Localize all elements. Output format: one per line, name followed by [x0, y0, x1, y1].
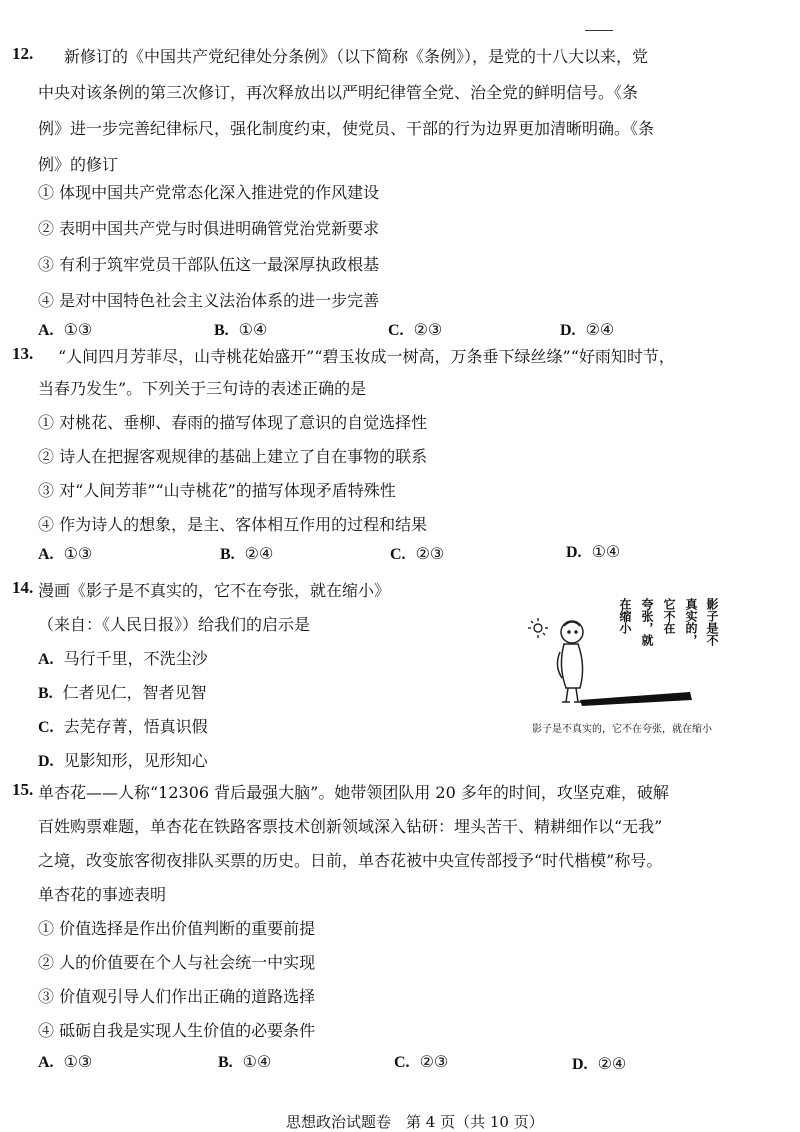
stem-line: 新修订的《中国共产党纪律处分条例》（以下简称《条例》），是党的十八大以来，党	[64, 47, 649, 66]
choice-b: B. ②④	[220, 544, 274, 563]
cartoon-text-col: 真实的，	[684, 598, 698, 646]
statement-2: ② 人的价值要在个人与社会统一中实现	[38, 953, 316, 972]
statement-4: ④ 是对中国特色社会主义法治体系的进一步完善	[38, 291, 380, 310]
choice-c: C. ②③	[394, 1052, 449, 1071]
statement-4: ④ 作为诗人的想象，是主、客体相互作用的过程和结果	[38, 515, 428, 534]
cartoon-text-col: 影子是不	[705, 598, 719, 646]
statement-4: ④ 砥砺自我是实现人生价值的必要条件	[38, 1021, 316, 1040]
stem-line: （来自：《人民日报》）给我们的启示是	[38, 615, 311, 634]
choice-d: D. ①④	[566, 542, 621, 561]
choice-c: C. ②③	[388, 320, 443, 339]
choice-a: A. 马行千里，不洗尘沙	[38, 649, 208, 668]
stem-line: 当春乃发生”。下列关于三句诗的表述正确的是	[38, 379, 367, 398]
shadow-shape	[580, 692, 692, 706]
stem-line: 之境，改变旅客彻夜排队买票的历史。日前，单杏花被中央宣传部授予“时代楷模”称号。	[38, 851, 663, 870]
choice-b: B. ①④	[218, 1052, 272, 1071]
page-footer: 思想政治试题卷 第 4 页（共 10 页）	[286, 1113, 544, 1131]
question-number: 12.	[12, 44, 34, 63]
choice-a: A. ①③	[38, 1052, 93, 1071]
choice-a: A. ①③	[38, 320, 93, 339]
statement-3: ③ 有利于筑牢党员干部队伍这一最深厚执政根基	[38, 255, 380, 274]
character-figure	[557, 621, 583, 702]
statement-3: ③ 对“人间芳菲”“山寺桃花”的描写体现矛盾特殊性	[38, 481, 396, 500]
choice-d: D. ②④	[560, 320, 615, 339]
sun-icon	[528, 618, 548, 638]
choice-c: C. ②③	[390, 544, 445, 563]
stem-line: 例》的修订	[38, 155, 119, 174]
top-mark	[585, 30, 613, 31]
stem-line: “人间四月芳菲尽，山寺桃花始盛开”“碧玉妆成一树高，万条垂下绿丝绦”“好雨知时节，	[58, 347, 675, 366]
statement-1: ① 体现中国共产党常态化深入推进党的作风建设	[38, 183, 380, 202]
stem-line: 例》进一步完善纪律标尺，强化制度约束，使党员、干部的行为边界更加清晰明确。《条	[38, 119, 655, 138]
cartoon-caption: 影子是不真实的，它不在夸张，就在缩小	[532, 724, 712, 735]
choice-b: B. 仁者见仁，智者见智	[38, 683, 207, 702]
stem-line: 中央对该条例的第三次修订，再次释放出以严明纪律管全党、治全党的鲜明信号。《条	[38, 83, 639, 102]
cartoon-text-col: 在缩小	[618, 598, 632, 634]
stem-line: 单杏花的事迹表明	[38, 885, 167, 904]
statement-2: ② 诗人在把握客观规律的基础上建立了自在事物的联系	[38, 447, 428, 466]
stem-line: 百姓购票难题，单杏花在铁路客票技术创新领域深入钻研：埋头苦干、精耕细作以“无我”	[38, 817, 663, 836]
question-number: 15.	[12, 780, 34, 799]
stem-line: 单杏花——人称“12306 背后最强大脑”。她带领团队用 20 多年的时间，攻坚克难，破解	[38, 783, 669, 802]
choice-d: D. ②④	[572, 1054, 627, 1073]
statement-2: ② 表明中国共产党与时俱进明确管党治党新要求	[38, 219, 380, 238]
choice-d: D. 见影知形，见形知心	[38, 751, 208, 770]
statement-1: ① 对桃花、垂柳、春雨的描写体现了意识的自觉选择性	[38, 413, 428, 432]
cartoon-handwriting	[610, 598, 730, 668]
statement-3: ③ 价值观引导人们作出正确的道路选择	[38, 987, 316, 1006]
choice-c: C. 去芜存菁，悟真识假	[38, 717, 208, 736]
stem-line: 漫画《影子是不真实的，它不在夸张，就在缩小》	[38, 581, 391, 600]
cartoon-text-col: 夸张，就	[640, 598, 654, 646]
cartoon-text-col: 它不在	[662, 598, 676, 634]
choice-a: A. ①③	[38, 544, 93, 563]
question-number: 13.	[12, 344, 34, 363]
question-number: 14.	[12, 578, 34, 597]
statement-1: ① 价值选择是作出价值判断的重要前提	[38, 919, 316, 938]
choice-b: B. ①④	[214, 320, 268, 339]
